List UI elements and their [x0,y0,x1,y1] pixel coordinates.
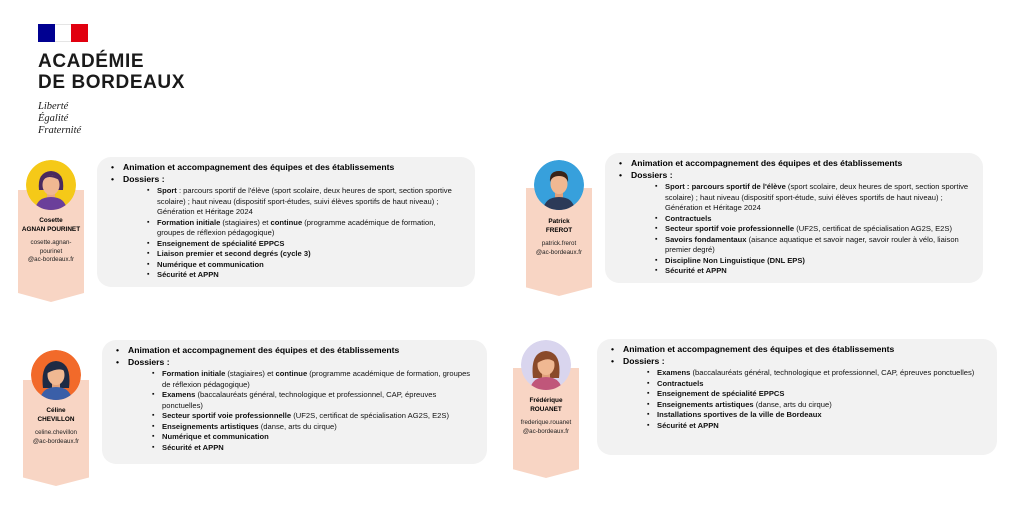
person-first-name: Patrick [548,218,570,225]
dossier-item [647,389,985,400]
person-email [18,239,84,265]
person-first-name: Céline [46,407,66,414]
heading-animation: • Animation et accompagnement des équipes et des établissements [609,344,985,356]
dossier-item [147,270,463,281]
person-card-agnan-pourinet [18,160,84,265]
person-last-name: FREROT [545,226,573,234]
motto-fraternite: Fraternité [38,125,82,136]
dossier-item [655,182,971,214]
republic-flag-icon [38,24,88,42]
academie-title [38,51,185,93]
dossier-item [655,214,971,225]
dossier-item-title: Sport [157,186,177,195]
person-name [18,217,84,234]
dossier-item-title: Secteur sportif voie professionnelle [665,224,795,233]
duties-panel-frerot [605,153,983,283]
dossier-item-detail: (danse, arts du cirque) [753,399,832,409]
heading-animation: • Animation et accompagnement des équipes et des établissements [114,345,475,357]
duties-panel-rouanet [597,339,997,455]
dossier-item-detail: (UF2S, certificat de spécialisation AG2S, E2S) [794,224,952,233]
person-card-frerot [526,160,592,257]
person-email [513,419,579,436]
email-line: @ac-bordeaux.fr [27,256,75,263]
dossier-item-detail: (danse, arts du cirque) [258,421,337,431]
dossier-item-detail: (baccalauréats général, technologique et professionnel, CAP, épreuves ponctuelles) [690,368,975,377]
dossier-item-title: Contractuels [665,213,712,223]
email-line: patrick.frerot [541,240,577,247]
dossier-item [152,443,475,454]
dossier-item-title: Formation initiale [157,217,221,227]
dossier-item-detail: (baccalauréats général, technologique et professionnel, CAP, épreuves ponctuelles) [162,390,437,410]
motto-egalite: Égalité [38,113,69,124]
dossier-item-title: Sécurité et APPN [162,442,224,452]
email-line: @ac-bordeaux.fr [535,248,583,256]
dossier-item-title: continue [275,369,308,378]
dossier-item [147,249,463,260]
dossier-item-title: continue [270,217,303,227]
dossier-item-detail: (stagiaires) et [220,217,271,227]
person-card-chevillon [23,350,89,446]
dossier-item [147,239,463,250]
person-card-rouanet [513,340,579,436]
dossier-item-title: Formation initiale [162,369,226,378]
dossier-item-detail: (programme académique de formation, groupes de réflexion pédagogique) [157,217,436,237]
email-line: @ac-bordeaux.fr [522,427,570,435]
email-line: pourinet [39,247,63,255]
dossier-item [152,432,475,443]
academie-logo [38,24,185,137]
dossier-item-title: Enseignement de spécialité EPPCS [157,238,285,248]
dossier-item-detail: (aisance aquatique et savoir nager, savoir rouler à vélo, liaison premier degré) [665,234,959,254]
heading-dossiers: • Dossiers : [114,357,475,369]
academie-title-line1: ACADÉMIE [38,51,145,72]
dossier-item [647,400,985,411]
dossier-item-title: Secteur sportif voie professionnelle [162,411,292,420]
dossier-item [152,369,475,390]
email-line: cosette.agnan- [30,239,72,246]
dossier-item [647,368,985,379]
dossier-item [655,224,971,235]
heading-animation: • Animation et accompagnement des équipes et des établissements [617,158,971,170]
duties-panel-agnan-pourinet [97,157,475,287]
dossier-list [655,182,971,277]
person-email [23,429,89,446]
dossier-item-detail: (UF2S, certificat de spécialisation AG2S, E2S) [291,411,449,420]
dossier-item-title: Examens [162,390,196,399]
dossier-item [647,410,985,421]
dossier-item-title: Enseignement de spécialité EPPCS [657,389,785,398]
dossier-list [152,369,475,453]
dossier-item-detail: (sport scolaire, deux heures de sport, section sportive scolaire) ; haut niveau (dispositif sport-étude, suivi élèves sportifs de haut niveau) ; Génération et Héritage 2024 [665,182,969,212]
dossier-item-title: Sport : parcours sportif de l'élève [665,182,786,191]
dossier-list [647,368,985,431]
dossier-item-title: Liaison premier et second degrés (cycle 3) [157,249,311,258]
motto-liberte: Liberté [38,101,69,112]
person-name [23,407,89,424]
heading-animation: • Animation et accompagnement des équipes et des établissements [109,162,463,174]
dossier-item [152,422,475,433]
dossier-item [647,379,985,390]
dossier-item [147,186,463,218]
dossier-item-title: Enseignements artistiques [657,399,754,409]
dossier-item-title: Enseignements artistiques [162,421,259,431]
dossier-item [655,256,971,267]
heading-dossiers: • Dossiers : [617,170,971,182]
dossier-item-title: Savoirs fondamentaux [665,234,747,244]
email-line: celine.chevillon [35,429,77,436]
dossier-item-title: Sécurité et APPN [665,266,727,275]
republic-motto [38,101,185,137]
person-first-name: Frédérique [529,397,563,404]
dossier-item-title: Sécurité et APPN [157,270,219,279]
person-first-name: Cosette [39,217,63,224]
dossier-item-detail: : parcours sportif de l'élève (sport scolaire, deux heures de sport, section sportive scolaire) ; haut niveau (dispositif sport-études, suivi élèves sportifs de haut niveau) ; Génération et Héritage 2024 [157,186,452,216]
person-email [526,240,592,257]
dossier-item [147,260,463,271]
person-last-name: AGNAN POURINET [21,225,81,233]
dossier-item [147,218,463,239]
heading-dossiers: • Dossiers : [609,356,985,368]
email-line: @ac-bordeaux.fr [32,437,80,445]
dossier-item-title: Contractuels [657,378,704,388]
dossier-item-detail: (stagiaires) et [225,369,276,378]
person-last-name: CHEVILLON [37,415,75,423]
dossier-item-title: Numérique et communication [157,259,264,269]
dossier-item [152,390,475,411]
dossier-list [147,186,463,281]
dossier-item [647,421,985,432]
dossier-item-title: Installations sportives de la ville de Bordeaux [657,410,822,419]
academie-title-line2: DE BORDEAUX [38,72,186,93]
dossier-item [152,411,475,422]
dossier-item-title: Examens [657,368,691,377]
duties-panel-chevillon [102,340,487,464]
dossier-item-title: Numérique et communication [162,432,269,441]
dossier-item-title: Sécurité et APPN [657,420,719,430]
dossier-item [655,235,971,256]
person-name [526,218,592,235]
dossier-item-title: Discipline Non Linguistique (DNL EPS) [665,255,805,265]
email-line: frederique.rouanet [520,419,572,426]
dossier-item [655,266,971,277]
heading-dossiers: • Dossiers : [109,174,463,186]
dossier-item-detail: (programme académique de formation, groupes de réflexion pédagogique) [162,369,471,389]
person-name [513,397,579,414]
person-last-name: ROUANET [530,405,562,413]
